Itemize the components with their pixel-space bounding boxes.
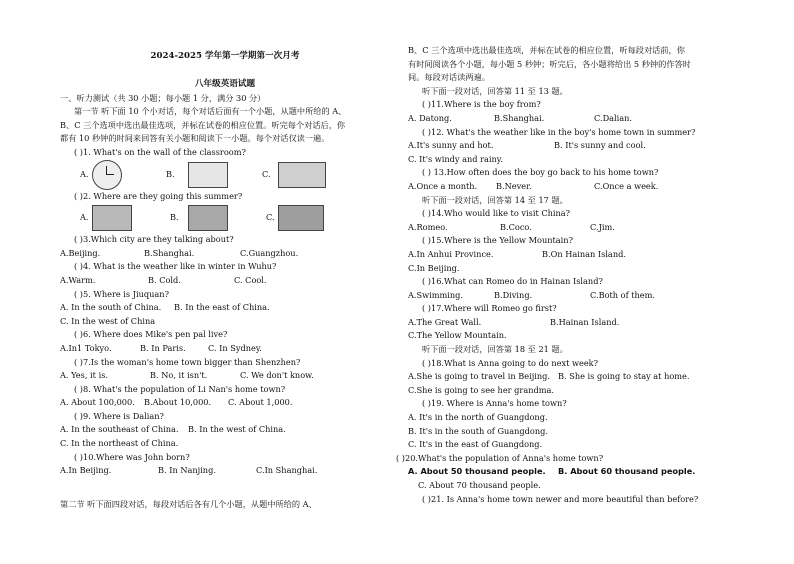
part2-cont-1: B、C 三个选项中选出最佳选项，并标在试卷的相应位置，听每段对话前，你: [408, 45, 685, 55]
q10-option-c: C.In Shanghai.: [256, 465, 318, 476]
q11-option-b: B.Shanghai.: [494, 112, 545, 123]
question-16: ( )16.What can Romeo do in Hainan Island?: [422, 276, 603, 287]
dialogue-2-instruction: 听下面一段对话，回答第 14 至 17 题。: [422, 194, 568, 205]
question-19: ( )19. Where is Anna's home town?: [422, 398, 567, 409]
building-picture: [188, 205, 228, 231]
q16-option-b: B.Diving.: [494, 289, 533, 300]
great-wall-picture: [278, 205, 324, 231]
question-13: ( ) 13.How often does the boy go back to his home town?: [422, 167, 659, 178]
dialogue-3-instruction: 听下面一段对话，回答第 18 至 21 题。: [422, 344, 568, 355]
question-5: ( )5. Where is Jiuquan?: [74, 288, 169, 299]
q12-options: [408, 139, 744, 153]
q2-label-c: C.: [266, 212, 275, 223]
q1-label-b: B.: [166, 168, 175, 179]
q19-option-a: A. It's in the north of Guangdong.: [408, 412, 548, 423]
q4-option-c: C. Cool.: [234, 274, 267, 285]
q11-option-a: A. Datong.: [408, 112, 452, 123]
q9-option-c: C. In the northeast of China.: [60, 438, 179, 449]
q8-option-a: A. About 100,000.: [60, 397, 135, 408]
q12-option-b: B. It's sunny and cool.: [554, 140, 646, 151]
question-12: ( )12. What's the weather like in the boy's home town in summer?: [422, 126, 696, 137]
q13-option-b: B.Never.: [496, 180, 532, 191]
q3-option-c: C.Guangzhou.: [240, 247, 299, 258]
q16-option-c: C.Both of them.: [590, 289, 656, 300]
q5-options: [60, 301, 390, 315]
q14-option-a: A.Romeo.: [408, 221, 448, 232]
q8-option-b: B.About 10,000.: [144, 397, 212, 408]
q5-option-c: C. In the west of China: [60, 315, 156, 326]
exam-subheader: 八年级英语试题: [194, 79, 256, 89]
question-2: ( )2. Where are they going this summer?: [74, 190, 243, 201]
clock-picture: [92, 160, 122, 190]
question-9: ( )9. Where is Dalian?: [74, 410, 164, 421]
q20-options: [408, 465, 744, 479]
q7-option-c: C. We don't know.: [240, 370, 314, 381]
q20-option-c: C. About 70 thousand people.: [418, 480, 541, 490]
question-3: ( )3.Which city are they talking about?: [74, 234, 234, 245]
q4-options: [60, 274, 390, 288]
q11-options: [408, 112, 744, 126]
part1-intro-3: 都有 10 秒钟的时间来回答有关小题和阅读下一小题。每个对话仅读一遍。: [60, 133, 330, 144]
question-20: ( )20.What's the population of Anna's home town?: [396, 452, 604, 463]
q15-option-c: C.In Beijing.: [408, 262, 460, 273]
q14-options: [408, 221, 744, 235]
question-14: ( )14.Who would like to visit China?: [422, 208, 571, 219]
q8-option-c: C. About 1,000.: [228, 397, 293, 408]
part2-cont-3: 间。每段对话读两遍。: [408, 72, 490, 83]
question-10: ( )10.Where was John born?: [74, 451, 190, 462]
q4-option-a: A.Warm.: [60, 274, 96, 285]
q19-option-b: B. It's in the south of Guangdong.: [408, 425, 548, 436]
giraffe-picture: [278, 162, 326, 188]
right-column: [396, 44, 744, 506]
q15-option-b: B.On Hainan Island.: [542, 248, 626, 259]
q6-options: [60, 342, 390, 356]
exam-header: 2024-2025 学年第一学期第一次月考: [150, 51, 300, 61]
q6-option-b: B. In Paris.: [140, 342, 186, 353]
q16-options: [408, 289, 744, 303]
q8-options: [60, 396, 390, 410]
q3-options: [60, 247, 390, 261]
q11-option-c: C.Dalian.: [594, 112, 633, 123]
q20-option-a: A. About 50 thousand people.: [408, 466, 546, 477]
q1-picture-options: [60, 160, 390, 190]
q9-option-a: A. In the southeast of China.: [60, 424, 179, 435]
question-4: ( )4. What is the weather like in winter in Wuhu?: [74, 261, 277, 272]
q18-option-b: B. She is going to stay at home.: [558, 371, 690, 382]
q3-option-a: A.Beijing.: [60, 247, 101, 258]
q10-option-a: A.In Beijing.: [60, 465, 112, 476]
q16-option-a: A.Swimming.: [408, 289, 464, 300]
dialogue-1-instruction: 听下面一段对话，回答第 11 至 13 题。: [422, 85, 568, 96]
left-column: [60, 0, 390, 511]
q6-option-c: C. In Sydney.: [208, 342, 263, 353]
question-21: ( )21. Is Anna's home town newer and more beautiful than before?: [422, 493, 699, 504]
q10-option-b: B. In Nanjing.: [158, 465, 216, 476]
q7-option-b: B. No, it isn't.: [150, 370, 208, 381]
q17-option-a: A.The Great Wall.: [408, 316, 482, 327]
part1-intro-2: B、C 三个选项中选出最佳选项，并标在试卷的相应位置。听完每个对话后，你: [60, 119, 346, 130]
q9-options: [60, 423, 390, 437]
map-picture: [188, 162, 228, 188]
q14-option-b: B.Coco.: [500, 221, 532, 232]
q19-option-c: C. It's in the east of Guangdong.: [408, 439, 543, 450]
section-1-title: 一、听力测试（共 30 小题；每小题 1 分，满分 30 分）: [60, 92, 266, 103]
tiananmen-picture: [92, 205, 132, 231]
q2-label-a: A.: [80, 212, 89, 223]
q15-options: [408, 248, 744, 262]
q5-option-b: B. In the east of China.: [174, 302, 270, 313]
q2-picture-options: [60, 203, 390, 233]
question-11: ( )11.Where is the boy from?: [422, 99, 541, 110]
q2-label-b: B.: [170, 212, 179, 223]
question-6: ( )6. Where does Mike's pen pal live?: [74, 329, 228, 340]
question-18: ( )18.What is Anna going to do next week?: [422, 357, 599, 368]
question-8: ( )8. What's the population of Li Nan's home town?: [74, 383, 286, 394]
q9-option-b: B. In the west of China.: [188, 424, 286, 435]
q17-options: [408, 316, 744, 330]
q13-option-a: A.Once a month.: [408, 180, 478, 191]
q15-option-a: A.In Anhui Province.: [408, 248, 494, 259]
q1-label-a: A.: [80, 168, 89, 179]
q10-options: [60, 464, 390, 478]
q13-option-c: C.Once a week.: [594, 180, 659, 191]
q18-options: [408, 370, 744, 384]
part1-intro-1: 第一节 听下面 10 个小对话，每个对话后面有一个小题，从题中所给的 A、: [74, 106, 347, 117]
q3-option-b: B.Shanghai.: [144, 247, 195, 258]
q4-option-b: B. Cold.: [148, 274, 181, 285]
question-17: ( )17.Where will Romeo go first?: [422, 303, 557, 314]
q5-option-a: A. In the south of China.: [60, 302, 162, 313]
q14-option-c: C.Jim.: [590, 221, 615, 232]
q18-option-a: A.She is going to travel in Beijing.: [408, 371, 551, 382]
q20-option-b: B. About 60 thousand people.: [558, 466, 696, 477]
q17-option-b: B.Hainan Island.: [550, 316, 620, 327]
question-7: ( )7.Is the woman's home town bigger than Shenzhen?: [74, 356, 301, 367]
q7-options: [60, 369, 390, 383]
q18-option-c: C.She is going to see her grandma.: [408, 384, 554, 395]
q12-option-c: C. It's windy and rainy.: [408, 153, 503, 164]
q17-option-c: C.The Yellow Mountain.: [408, 330, 507, 341]
q13-options: [408, 180, 744, 194]
part2-intro: 第二节 听下面四段对话，每段对话后各有几个小题，从题中所给的 A、: [60, 498, 317, 509]
q7-option-a: A. Yes, it is.: [60, 370, 108, 381]
question-1: ( )1. What's on the wall of the classroom?: [74, 146, 246, 157]
q12-option-a: A.It's sunny and hot.: [408, 140, 494, 151]
q1-label-c: C.: [262, 168, 271, 179]
question-15: ( )15.Where is the Yellow Mountain?: [422, 235, 573, 246]
part2-cont-2: 有时间阅读各个小题，每小题 5 秒钟；听完后，各小题将给出 5 秒钟的作答时: [408, 58, 691, 69]
q6-option-a: A.In1 Tokyo.: [60, 342, 112, 353]
